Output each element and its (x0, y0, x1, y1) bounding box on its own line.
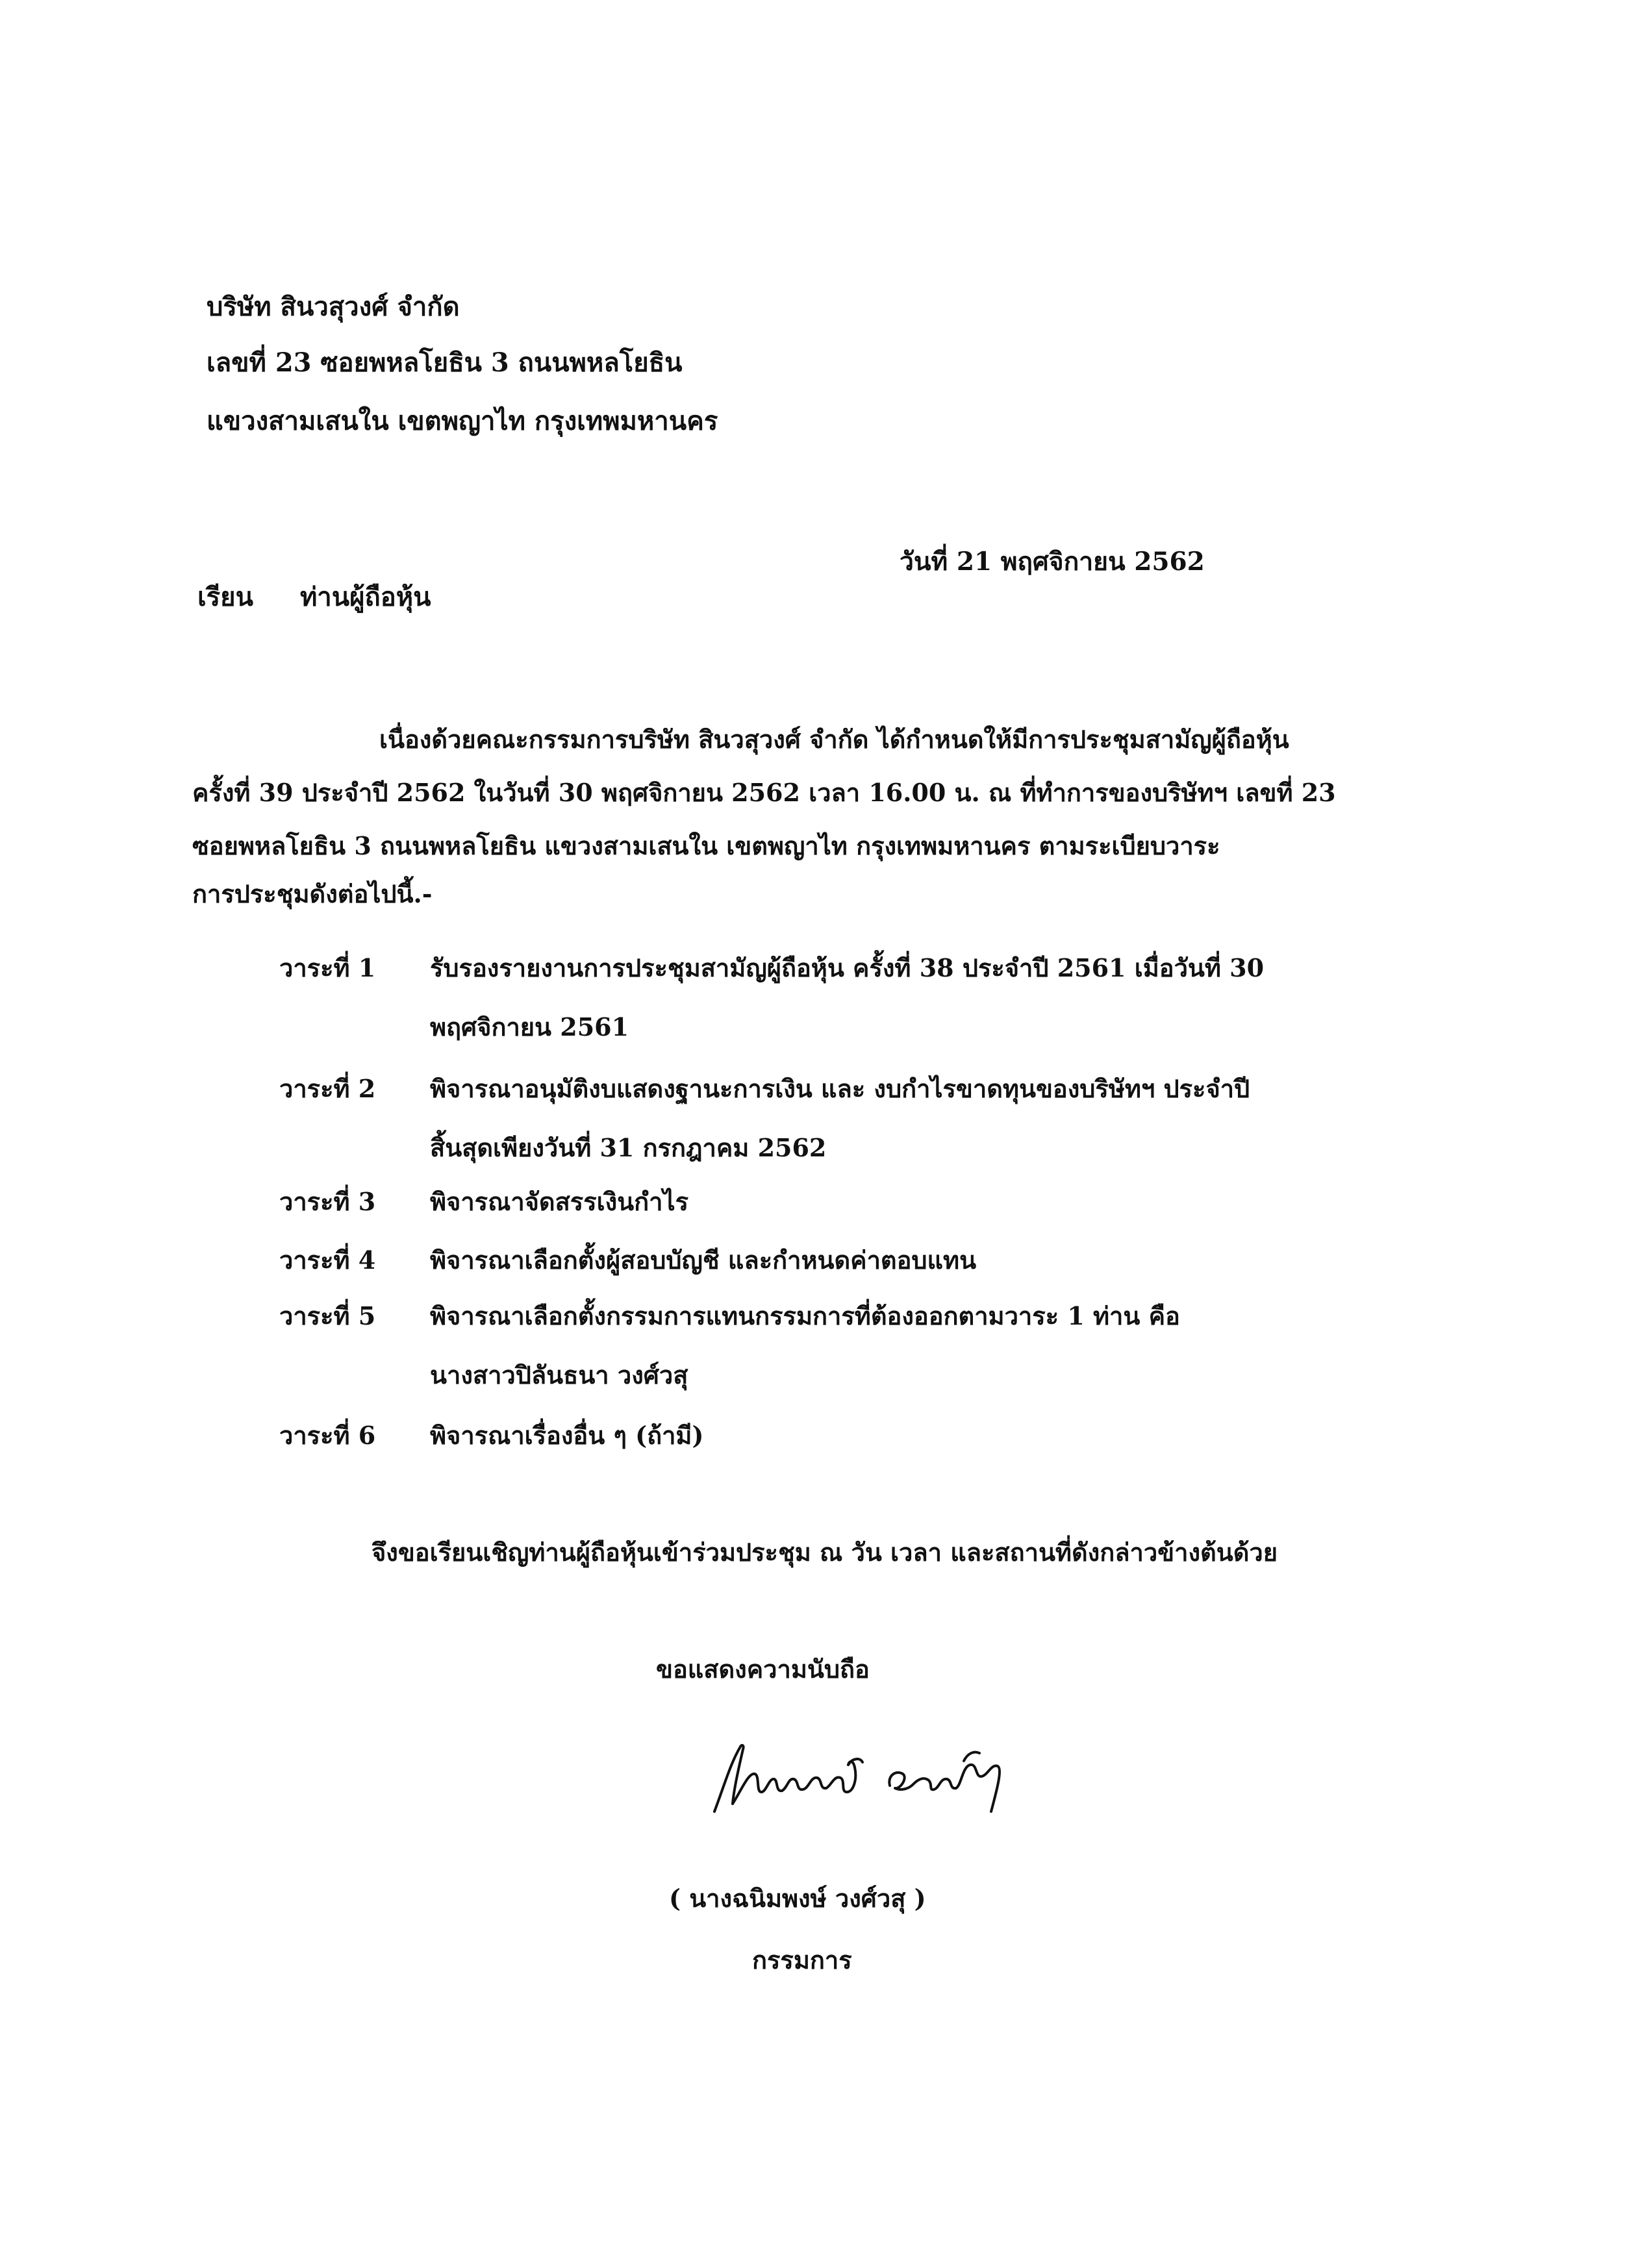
salutation (197, 584, 431, 610)
salutation-label: เรียน (197, 582, 253, 612)
agenda-line1: พิจารณาเลือกตั้งกรรมการแทนกรรมการที่ต้องออกตามวาระ 1 ท่าน คือ (430, 1301, 1180, 1330)
agenda-text (430, 1182, 688, 1221)
body-line: เนื่องด้วยคณะกรรมการบริษัท สินวสุวงศ์ จำกัด ได้กำหนดให้มีการประชุมสามัญผู้ถือหุ้น (379, 725, 1289, 754)
signer-name: ( นางฉนิมพงษ์ วงศ์วสุ ) (669, 1884, 926, 1913)
body-line: ครั้งที่ 39 ประจำปี 2562 ในวันที่ 30 พฤศจิกายน 2562 เวลา 16.00 น. ณ ที่ทำการของบริษัทฯ เลขที่ 23 (192, 778, 1336, 807)
agenda-line1: พิจารณาอนุมัติงบแสดงฐานะการเงิน และ งบกำไรขาดทุนของบริษัทฯ ประจำปี (430, 1074, 1250, 1103)
agenda-line2: นางสาวปิลันธนา วงศ์วสุ (430, 1360, 688, 1389)
agenda-line1: พิจารณาเรื่องอื่น ๆ (ถ้ามี) (430, 1421, 704, 1450)
agenda-line1: พิจารณาเลือกตั้งผู้สอบบัญชี และกำหนดค่าตอบแทน (430, 1245, 977, 1275)
agenda-label: วาระที่ 6 (279, 1421, 376, 1450)
agenda-line2: พฤศจิกายน 2561 (430, 1012, 629, 1041)
agenda-text (430, 1415, 703, 1455)
salutation-recipient: ท่านผู้ถือหุ้น (299, 582, 431, 612)
closing-sentence: จึงขอเรียนเชิญท่านผู้ถือหุ้นเข้าร่วมประชุม ณ วัน เวลา และสถานที่ดังกล่าวข้างต้นด้วย (372, 1538, 1278, 1567)
agenda-label: วาระที่ 3 (279, 1187, 376, 1216)
letter-page: บริษัท สินวสุวงศ์ จำกัด เลขที่ 23 ซอยพหลโยธิน 3 ถนนพหลโยธิน แขวงสามเสนใน เขตพญาไท กรุงเทพมหานคร วันที่ 21 พฤศจิกายน 2562 เรียน ท่านผู้ถือหุ้น เนื่องด้วยคณะกรรมการบริษัท สินวสุวงศ์ จำกัด ได้กำหนดให้มีการประชุมสามัญผู้ถือหุ้น ครั้งที่ 39 ประจำปี 2562 ในวันที่ 30 พฤศจิกายน 2562 เวลา 16.00 น. ณ ที่ทำการของบริษัทฯ เลขที่ 23 ซอยพหลโยธิน 3 ถนนพหลโยธิน แขวงสามเสนใน เขตพญาไท กรุงเทพมหานคร ตามระเบียบวาระ การประชุมดังต่อไปนี้.- วาระที่ 1 รับรองรายงานการประชุมสามัญผู้ถือหุ้น ครั้งที่ 38 ประจำปี 2561 เมื่อวันที่ 30 พฤศจิกายน 2561 วาระที่ 2 พิจารณาอนุมัติงบแสดงฐานะการเงิน และ งบกำไรขาดทุนของบริษัทฯ ประจำปี สิ้นสุดเพียงวันที่ 31 กรกฎาคม 2562 วาระที่ 3 พิจารณาจัดสรรเงินกำไร วาระที่ 4 พิจารณาเลือกตั้งผู้สอบบัญชี และกำหนดค่าตอบแทน วาระที่ 5 พิจารณาเลือกตั้งกรรมการแทนกรรมการที่ต้องออกตามวาระ 1 ท่าน คือ นางสาวปิลันธนา วงศ์วสุ วาระที่ 6 พิจารณาเรื่องอื่น ๆ (ถ้ามี) จึงขอเรียนเชิญท่านผู้ถือหุ้นเข้าร่วมประชุม ณ วัน เวลา และสถานที่ดังกล่าวข้างต้นด้วย ขอแสดงความนับถือ ( นางฉนิมพงษ์ วงศ์วสุ ) กรรมการ (0, 0, 1651, 2268)
body-line: ซอยพหลโยธิน 3 ถนนพหลโยธิน แขวงสามเสนใน เขตพญาไท กรุงเทพมหานคร ตามระเบียบวาระ (192, 831, 1220, 860)
agenda-line2: สิ้นสุดเพียงวันที่ 31 กรกฎาคม 2562 (430, 1133, 827, 1162)
agenda-text (430, 1069, 1250, 1167)
body-line: การประชุมดังต่อไปนี้.- (192, 879, 433, 908)
agenda-label: วาระที่ 1 (279, 953, 376, 982)
agenda-text (430, 1296, 1180, 1395)
agenda-text (430, 948, 1264, 1047)
agenda-line1: รับรองรายงานการประชุมสามัญผู้ถือหุ้น ครั้งที่ 38 ประจำปี 2561 เมื่อวันที่ 30 (430, 953, 1265, 982)
regards: ขอแสดงความนับถือ (656, 1654, 870, 1684)
signature-image (701, 1727, 1013, 1825)
agenda-label: วาระที่ 4 (279, 1245, 376, 1275)
signer-position: กรรมการ (752, 1945, 852, 1975)
agenda-label: วาระที่ 2 (279, 1074, 376, 1103)
letter-date: วันที่ 21 พฤศจิกายน 2562 (900, 547, 1205, 577)
agenda-text (430, 1240, 976, 1280)
agenda-label: วาระที่ 5 (279, 1301, 376, 1330)
agenda-line1: พิจารณาจัดสรรเงินกำไร (430, 1187, 688, 1216)
